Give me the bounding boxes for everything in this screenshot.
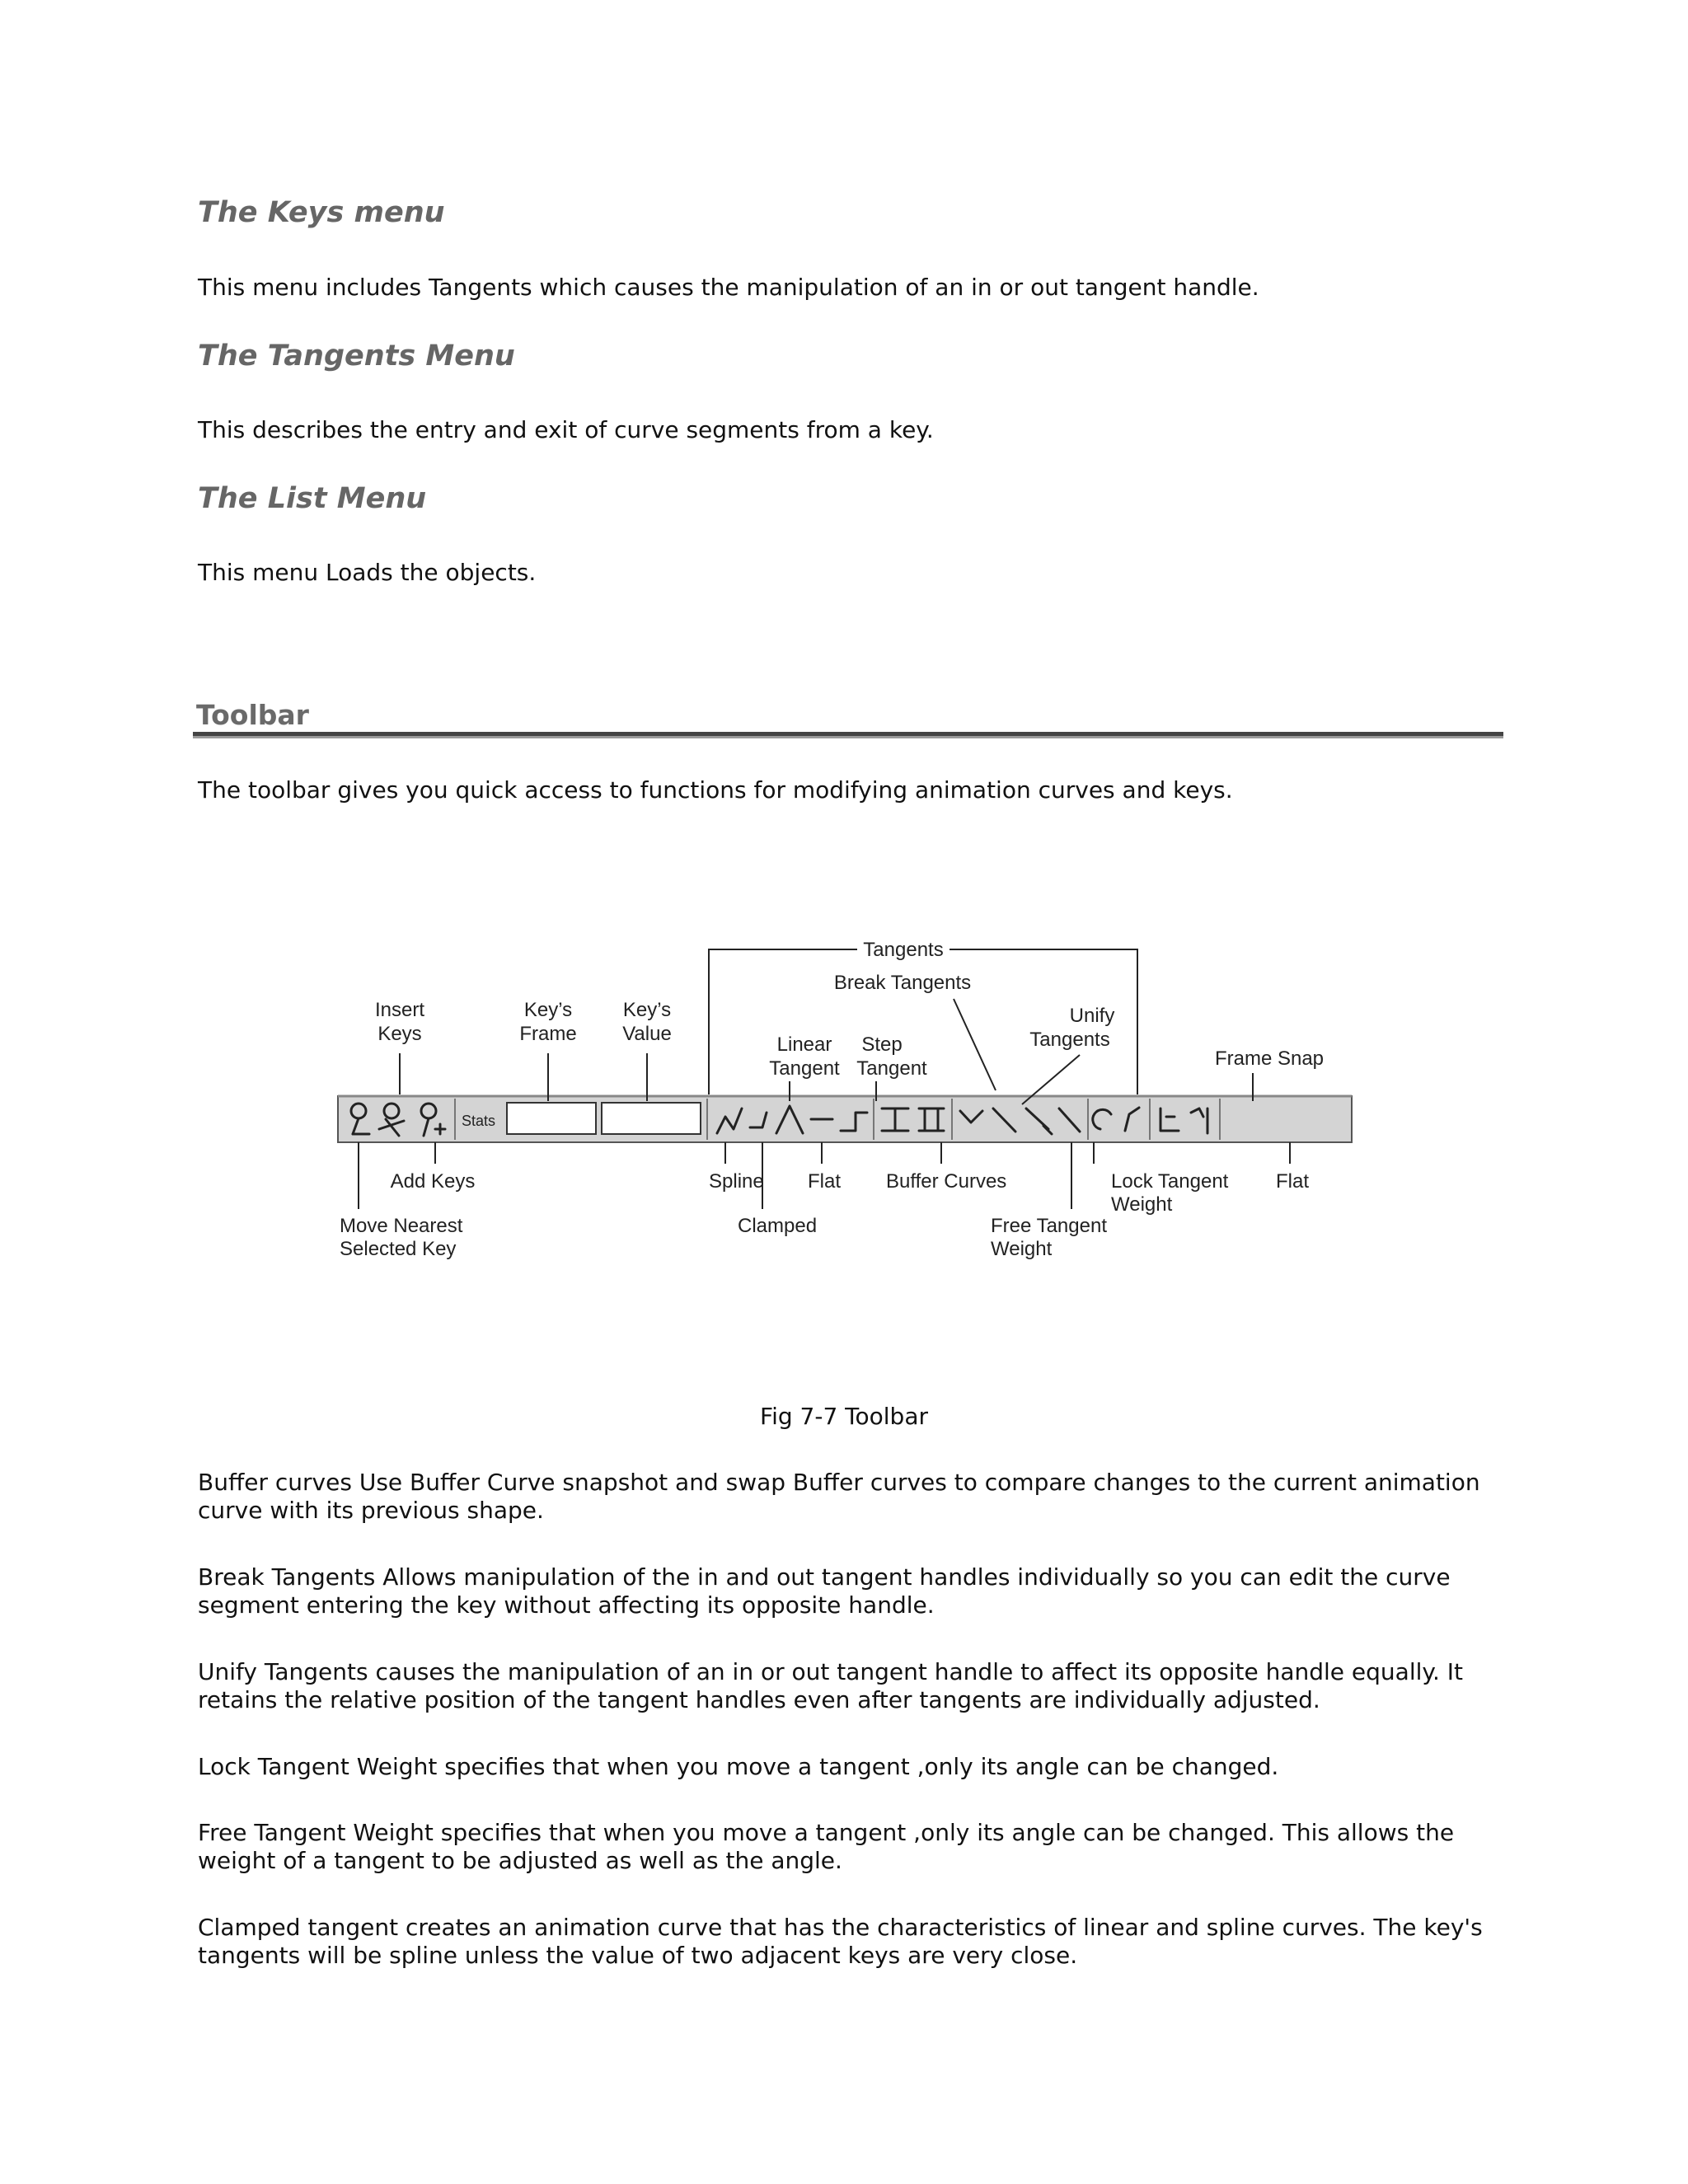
tangents-label: Tangents (863, 939, 944, 961)
keys-value-label-line1: Key’s (622, 999, 672, 1021)
description-lock-tangent-weight: Lock Tangent Weight specifies that when you move a tangent ,only its angle can be changed. (198, 1753, 1279, 1780)
unify-tangents-label-line2: Tangents (1029, 1029, 1110, 1051)
buffer-curves-label: Buffer Curves (886, 1170, 1007, 1193)
clamped-label: Clamped (738, 1215, 818, 1237)
unify-tangents-label-line1: Unify (1069, 1005, 1115, 1027)
list-menu-text: This menu Loads the objects. (198, 559, 537, 586)
flat-snap-label: Flat (1276, 1170, 1310, 1193)
toolbar-diagram (313, 931, 1385, 1310)
step-tangent-label-line2: Tangent (856, 1057, 927, 1080)
flat-label: Flat (808, 1170, 842, 1193)
move-nearest-label-line2: Selected Key (340, 1238, 457, 1260)
keys-frame-label-line2: Frame (519, 1023, 577, 1045)
free-tangent-weight-label-line2: Weight (991, 1238, 1053, 1260)
keys-menu-heading: The Keys menu (198, 196, 445, 229)
lock-tangent-weight-label-line1: Lock Tangent (1111, 1170, 1229, 1193)
stats-label: Stats (462, 1113, 496, 1129)
free-tangent-weight-label-line1: Free Tangent (991, 1215, 1107, 1237)
step-tangent-label-line1: Step (861, 1033, 903, 1056)
figure-caption: Fig 7-7 Toolbar (760, 1403, 928, 1430)
description-clamped-tangent: Clamped tangent creates an animation curve that has the characteristics of linear and spline curves. The key's tangents will be spline unless the value of two adjacent keys are very close. (198, 1914, 1483, 1969)
keys-value-label-line2: Value (622, 1023, 672, 1045)
description-free-tangent-weight: Free Tangent Weight specifies that when you move a tangent ,only its angle can be changed. This allows the weight of a tangent to be adjusted as well as the angle. (198, 1819, 1455, 1874)
linear-tangent-label-line1: Linear (776, 1033, 832, 1056)
insert-keys-label-line1: Insert (374, 999, 425, 1021)
keys-frame-label-line1: Key’s (523, 999, 573, 1021)
break-tangents-label: Break Tangents (833, 972, 972, 994)
spline-label: Spline (709, 1170, 764, 1193)
toolbar-intro-text: The toolbar gives you quick access to functions for modifying animation curves and keys. (198, 776, 1233, 804)
move-nearest-label-line1: Move Nearest (340, 1215, 463, 1237)
frame-snap-label: Frame Snap (1214, 1047, 1325, 1070)
section-divider (193, 732, 1503, 738)
description-break-tangents: Break Tangents Allows manipulation of the in and out tangent handles individually so you can edit the curve segment entering the key without affecting its opposite handle. (198, 1563, 1451, 1619)
description-buffer-curves: Buffer curves Use Buffer Curve snapshot and swap Buffer curves to compare changes to the current animation curve with its previous shape. (198, 1469, 1480, 1524)
insert-keys-label-line2: Keys (377, 1023, 422, 1045)
lock-tangent-weight-label-line2: Weight (1111, 1193, 1173, 1216)
list-menu-heading: The List Menu (198, 482, 427, 515)
keys-frame-field (507, 1103, 596, 1134)
keys-value-field (602, 1103, 701, 1134)
keys-menu-text: This menu includes Tangents which causes the manipulation of an in or out tangent handle. (198, 274, 1259, 301)
tangents-menu-text: This describes the entry and exit of curve segments from a key. (198, 416, 934, 443)
toolbar-section-title: Toolbar (196, 699, 309, 731)
toolbar-figure (313, 931, 1385, 1310)
add-keys-label: Add Keys (390, 1170, 476, 1193)
linear-tangent-label-line2: Tangent (769, 1057, 840, 1080)
description-unify-tangents: Unify Tangents causes the manipulation of an in or out tangent handle to affect its opposite handle equally. It retains the relative position of the tangent handles even after tangents are individually adjusted. (198, 1658, 1463, 1713)
tangents-menu-heading: The Tangents Menu (198, 340, 515, 373)
